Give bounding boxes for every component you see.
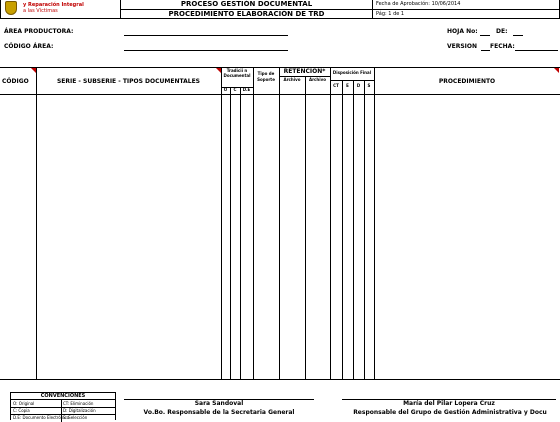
de-field[interactable]	[513, 35, 523, 36]
fecha-field[interactable]	[515, 50, 558, 51]
approval-date-label: Fecha de Aprobación:	[376, 1, 430, 7]
conventions-title: CONVENCIONES	[11, 393, 115, 400]
col-header-disposicion: Disposición Final	[332, 70, 372, 75]
comment-marker-icon	[554, 68, 559, 73]
area-productora-label: ÁREA PRODUCTORA:	[4, 28, 74, 35]
de-label: DE:	[496, 28, 508, 35]
convention-item: C: Copia	[13, 408, 30, 413]
col-sub-d: D	[356, 83, 361, 88]
signature-name-2: María del Pilar Lopera Cruz	[403, 400, 495, 407]
col-sub-archivo-gestion: Archivo	[283, 77, 301, 82]
table-header-bottom-line	[0, 94, 560, 95]
col-sub-copia: C	[233, 87, 237, 92]
signature-role-1: Vo.Bo. Responsable de la Secretaria General	[143, 409, 295, 416]
col-sub-original: O	[223, 87, 228, 92]
col-header-tipo-soporte: Tipo de Soporte	[257, 71, 275, 82]
fecha-label: FECHA:	[490, 43, 515, 50]
page-number: Pág: 1 de 1	[376, 11, 405, 17]
signature-role-2: Responsable del Grupo de Gestión Administrativa y Docu	[353, 409, 547, 416]
version-label: VERSION	[447, 43, 478, 50]
col-header-retencion: RETENCIÓN*	[283, 68, 326, 75]
version-field[interactable]	[481, 50, 490, 51]
approval-date-value: 10/06/2014	[431, 1, 461, 7]
convention-item: D.E: Documento Electrónico	[13, 415, 70, 420]
logo-box	[0, 0, 121, 19]
convention-item: CT: Eliminación	[63, 401, 94, 406]
header-title-main: PROCESO GESTIÓN DOCUMENTAL	[120, 0, 373, 10]
col-sub-ct: CT	[333, 83, 339, 88]
logo-text-line-2: a las Víctimas	[23, 8, 58, 14]
area-productora-field[interactable]	[124, 35, 288, 36]
hoja-field[interactable]	[480, 35, 490, 36]
logo-text-line-1: y Reparación Integral	[23, 2, 84, 8]
conventions-table	[10, 392, 116, 420]
comment-marker-icon	[31, 68, 36, 73]
col-sub-s: S	[367, 83, 371, 88]
col-sub-archivo-central: Archivo	[308, 77, 326, 82]
comment-marker-icon	[216, 68, 221, 73]
convention-item: S: Selección	[63, 415, 88, 420]
signature-name-1: Sara Sandoval	[194, 400, 244, 407]
logo-emblem-icon	[5, 1, 17, 15]
col-sub-e: E	[346, 83, 349, 88]
codigo-area-field[interactable]	[124, 50, 288, 51]
trd-table	[0, 67, 560, 380]
page-number-box	[372, 9, 560, 19]
col-sub-doc-electronico: D.E	[242, 87, 251, 92]
col-header-procedimiento: PROCEDIMIENTO	[438, 78, 496, 85]
convention-item: O: Original	[13, 401, 35, 406]
convention-item: D: Digitalización	[63, 408, 96, 413]
header-title-sub: PROCEDIMIENTO ELABORACIÓN DE TRD	[120, 9, 373, 19]
hoja-label: HOJA No:	[447, 28, 478, 35]
col-header-tradicion: Tradicii n Documental	[223, 68, 251, 78]
codigo-area-label: CÓDIGO ÁREA:	[4, 43, 54, 50]
col-header-serie: SERIE - SUBSERIE - TIPOS DOCUMENTALES	[56, 78, 201, 85]
col-header-codigo: CÓDIGO	[2, 78, 29, 85]
